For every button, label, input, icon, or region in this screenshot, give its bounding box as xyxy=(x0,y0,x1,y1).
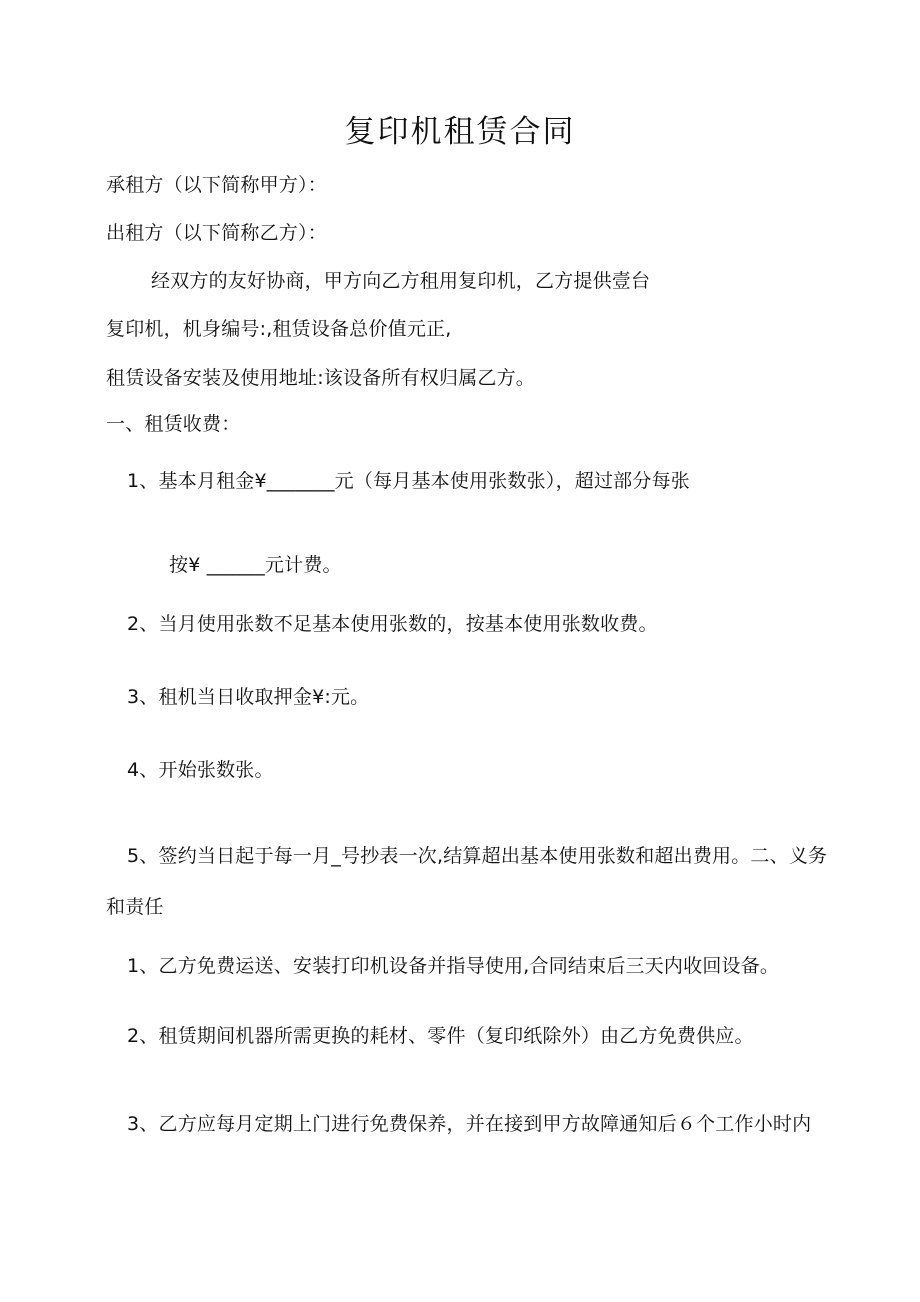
duty-item-2: 2、租赁期间机器所需更换的耗材、零件（复印纸除外）由乙方免费供应。 xyxy=(127,1025,754,1047)
duty-item-3: 3、乙方应每月定期上门进行免费保养，并在接到甲方故障通知后６个工作小时内 xyxy=(127,1113,812,1135)
fee-item-2: 2、当月使用张数不足基本使用张数的，按基本使用张数收费。 xyxy=(127,613,658,635)
fee-item-1: 1、基本月租金¥_______元（每月基本使用张数张），超过部分每张 xyxy=(127,470,690,492)
lessee-line: 承租方（以下简称甲方）： xyxy=(106,174,327,196)
section-heading-fees: 一、租赁收费： xyxy=(106,413,241,435)
fee-item-4: 4、开始张数张。 xyxy=(127,759,274,781)
intro-line-3: 租赁设备安装及使用地址:该设备所有权归属乙方。 xyxy=(106,367,536,389)
fee-item-5: 5、签约当日起于每一月_号抄表一次,结算超出基本使用张数和超出费用。二、义务 xyxy=(127,845,828,867)
fee-item-3: 3、租机当日收取押金¥:元。 xyxy=(127,686,370,708)
lessor-line: 出租方（以下简称乙方）： xyxy=(106,222,327,244)
duty-item-1: 1、乙方免费运送、安装打印机设备并指导使用,合同结束后三天内收回设备。 xyxy=(127,955,780,977)
fee-item-5-continued: 和责任 xyxy=(106,896,164,918)
document-title: 复印机租赁合同 xyxy=(344,114,576,150)
fee-item-1-continued: 按¥ ______元计费。 xyxy=(169,554,342,576)
intro-line-2: 复印机，机身编号:,租赁设备总价值元正, xyxy=(106,318,452,340)
intro-line-1: 经双方的友好协商，甲方向乙方租用复印机，乙方提供壹台 xyxy=(151,270,651,292)
